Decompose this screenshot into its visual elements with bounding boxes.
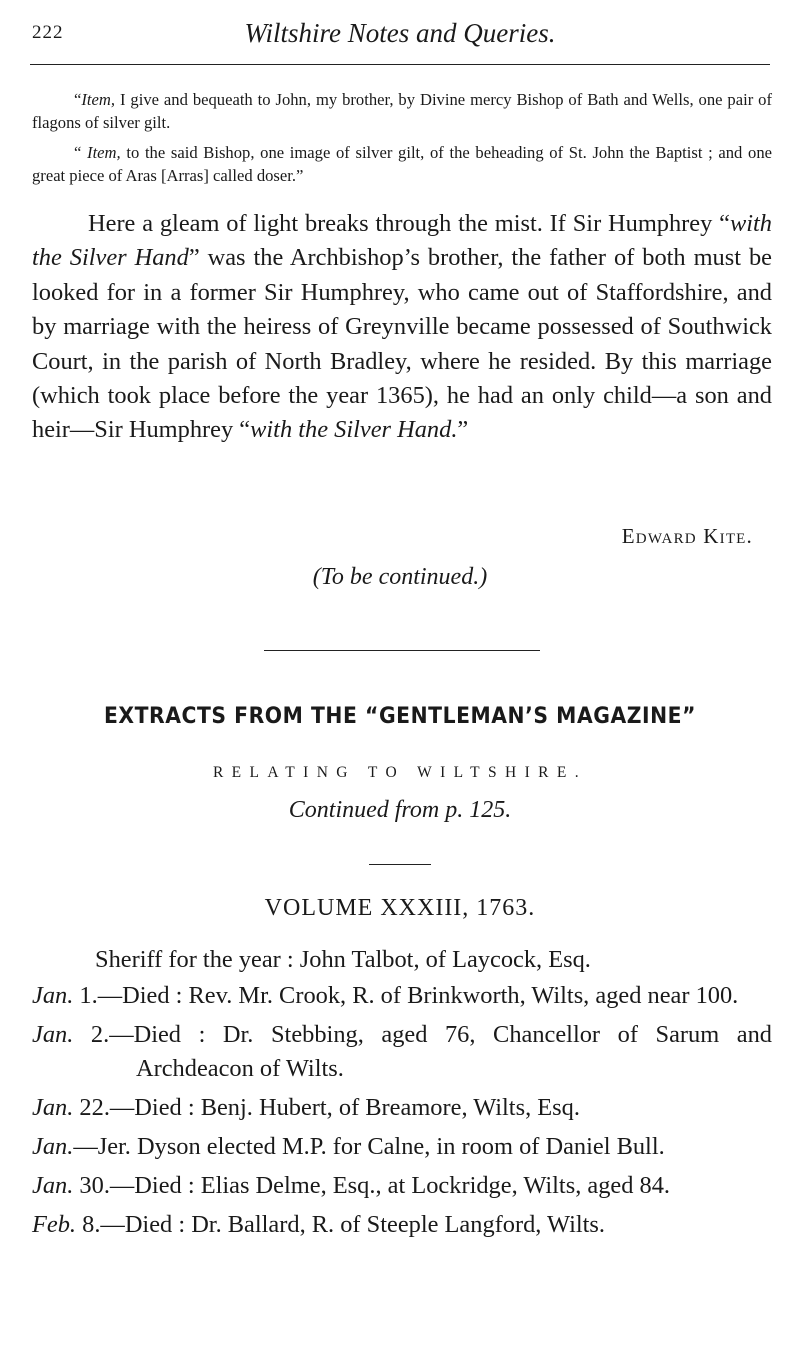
- quote-paragraph-1: [32, 88, 772, 134]
- entry-text: 30.—Died : Elias Delme, Esq., at Lockridge, Wilts, aged 84.: [73, 1172, 671, 1199]
- body-italic: with the Silver Hand.: [250, 416, 458, 444]
- list-item: [32, 979, 772, 1013]
- entry-month: Jan.: [32, 1021, 74, 1048]
- entry-text: 1.—Died : Rev. Mr. Crook, R. of Brinkworth, Wilts, aged near 100.: [73, 982, 739, 1009]
- item-label: Item,: [87, 143, 121, 162]
- to-be-continued: (To be continued.): [312, 564, 488, 590]
- short-divider: [369, 864, 431, 865]
- entry-month: Jan.: [32, 982, 74, 1009]
- continued-from: Continued from p. 125.: [288, 797, 512, 823]
- list-item: [32, 1169, 772, 1203]
- entry-month: Feb.: [32, 1211, 77, 1238]
- section-subheading: RELATING TO WILTSHIRE.: [212, 764, 588, 781]
- body-text: Here a gleam of light breaks through the mist. If Sir Humphrey “: [88, 210, 730, 237]
- quote-text: to the said Bishop, one image of silver gilt, of the beheading of St. John the Baptist ; and one great piece of Aras [Arras] called doser.”: [32, 143, 772, 185]
- entry-month: Jan.: [32, 1133, 74, 1160]
- entry-text: 2.—Died : Dr. Stebbing, aged 76, Chancellor of Sarum and Archdeacon of Wilts.: [73, 1021, 772, 1082]
- entry-text: —Jer. Dyson elected M.P. for Calne, in room of Daniel Bull.: [73, 1133, 665, 1160]
- author-signature: Edward Kite.: [621, 524, 753, 548]
- quote-paragraph-2: [32, 141, 772, 187]
- body-text: ” was the Archbishop’s brother, the father of both must be looked for in a former Sir Humphrey, who came out of Staffordshire, and by marriage with the heiress of Greynville became possessed of Southwick Court, in the parish of North Bradley, where he resided. By this marriage (which took place before the year 1365), he had an only child—a son and heir—Sir Humphrey “: [32, 244, 772, 444]
- item-label: Item,: [81, 90, 116, 109]
- section-divider: [264, 650, 540, 651]
- list-item: [32, 1130, 772, 1164]
- body-italic: with the Silver Hand: [32, 210, 772, 272]
- quote-text: I give and bequeath to John, my brother, by Divine mercy Bishop of Bath and Wells, one pair of flagons of silver gilt.: [32, 90, 772, 132]
- entry-text: 22.—Died : Benj. Hubert, of Breamore, Wilts, Esq.: [73, 1094, 580, 1121]
- header-rule: [30, 64, 770, 65]
- list-item: [32, 1091, 772, 1125]
- open-quote: “: [74, 143, 88, 162]
- entry-month: Jan.: [32, 1172, 74, 1199]
- body-text: ”: [457, 416, 469, 444]
- body-paragraph: [32, 207, 772, 448]
- entry-list: [32, 979, 772, 1247]
- running-title: Wiltshire Notes and Queries.: [244, 18, 556, 48]
- entry-text: 8.—Died : Dr. Ballard, R. of Steeple Langford, Wilts.: [76, 1211, 606, 1238]
- list-item: [32, 1208, 772, 1242]
- sheriff-line: Sheriff for the year : John Talbot, of Laycock, Esq.: [95, 946, 591, 973]
- section-heading: EXTRACTS FROM THE “GENTLEMAN’S MAGAZINE”: [103, 703, 697, 729]
- volume-heading: VOLUME XXXIII, 1763.: [264, 895, 536, 921]
- list-item: [32, 1018, 772, 1086]
- will-quotation: [32, 88, 772, 194]
- open-quote: “: [74, 90, 82, 109]
- page-number: 222: [32, 22, 64, 43]
- running-header: [30, 18, 770, 48]
- entry-month: Jan.: [32, 1094, 74, 1121]
